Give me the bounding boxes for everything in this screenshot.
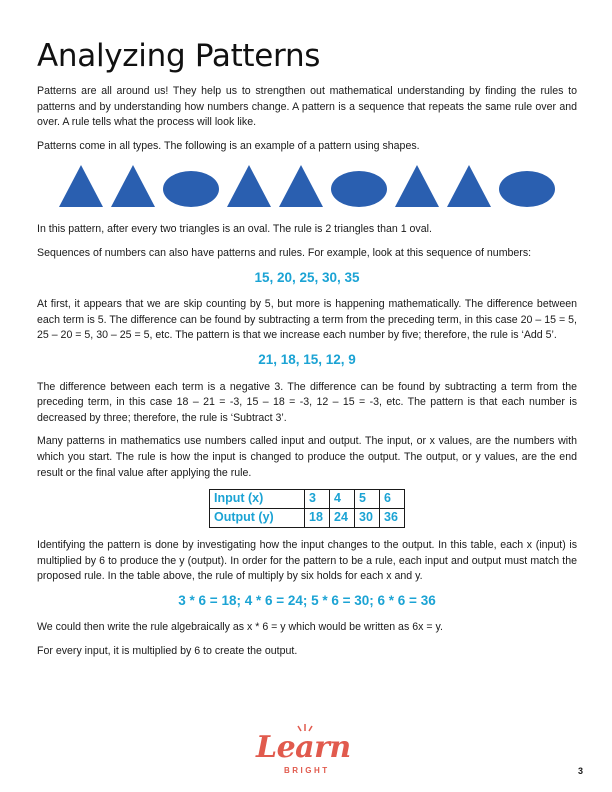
- logo-subtitle: BRIGHT: [284, 766, 330, 775]
- oval-shape: [330, 164, 388, 208]
- input-cell: 6: [380, 490, 405, 509]
- output-cell: 30: [355, 509, 380, 528]
- output-cell: 36: [380, 509, 405, 528]
- sequences-intro-paragraph: Sequences of numbers can also have patterns and rules. For example, look at this sequence of numbers:: [37, 246, 532, 259]
- io-intro-paragraph: Many patterns in mathematics use numbers called input and output. The input, or x values, are the numbers with which you start. The rule is how the input is changed to produce the output. The output, or y values, are the end result or the final value after applying the rule.: [37, 435, 577, 479]
- triangle-shape: [278, 164, 324, 208]
- io-table: [209, 489, 405, 528]
- page-number: 3: [578, 766, 584, 776]
- shape-pattern: [37, 162, 577, 208]
- output-label: Output (y): [210, 509, 305, 528]
- add-explain-paragraph: At first, it appears that we are skip counting by 5, but more is happening mathematically. The difference between each term is 5. The difference can be found by subtracting a term from the preceding term, in this case 20 – 15 = 5, 25 – 20 = 5, 30 – 25 = 5, etc. The pattern is that we increase each number by five; therefore, the rule is ‘Add 5’.: [37, 298, 577, 342]
- triangle-shape-fill: [59, 165, 103, 207]
- triangle-shape: [58, 164, 104, 208]
- add-sequence: 15, 20, 25, 30, 35: [254, 269, 360, 285]
- input-cell: 4: [330, 490, 355, 509]
- oval-shape-fill: [499, 171, 555, 207]
- oval-shape-fill: [163, 171, 219, 207]
- triangle-shape: [394, 164, 440, 208]
- shapes-rule-paragraph: In this pattern, after every two triangles is an oval. The rule is 2 triangles than 1 oval.: [37, 223, 432, 236]
- oval-shape: [162, 164, 220, 208]
- input-cell: 3: [305, 490, 330, 509]
- subtract-explain-paragraph: The difference between each term is a negative 3. The difference can be found by subtracting a term from the preceding term, in this case 18 – 21 = -3, 15 – 18 = -3, 12 – 15 = -3, etc. The pattern is that each number is decreased by three; therefore, the rule is ‘Subtract 3’.: [37, 380, 577, 424]
- closing-paragraph: For every input, it is multiplied by 6 to create the output.: [37, 645, 298, 658]
- input-label: Input (x): [210, 490, 305, 509]
- logo-word: Learn: [256, 730, 351, 765]
- triangle-shape: [110, 164, 156, 208]
- multiply-sequence: 3 * 6 = 18; 4 * 6 = 24; 5 * 6 = 30; 6 * 6 = 36: [178, 592, 436, 608]
- triangle-shape-fill: [395, 165, 439, 207]
- io-table-wrapper: [37, 489, 577, 528]
- output-cell: 18: [305, 509, 330, 528]
- page-title: Analyzing Patterns: [37, 38, 321, 74]
- triangle-shape: [226, 164, 272, 208]
- output-cell: 24: [330, 509, 355, 528]
- shapes-intro-paragraph: Patterns come in all types. The following is an example of a pattern using shapes.: [37, 139, 420, 152]
- triangle-shape-fill: [227, 165, 271, 207]
- table-explain-paragraph: Identifying the pattern is done by investigating how the input changes to the output. In this table, each x (input) is multiplied by 6 to produce the y (output). In order for the pattern to be a rule, each input and output must match the proposed rule. In the table above, the rule of multiply by six holds for each x and y.: [37, 539, 577, 583]
- triangle-shape: [446, 164, 492, 208]
- algebra-paragraph: We could then write the rule algebraically as x * 6 = y which would be written as 6x = y.: [37, 621, 443, 634]
- learn-bright-logo: [248, 728, 360, 784]
- content-body: [37, 84, 577, 668]
- triangle-shape-fill: [279, 165, 323, 207]
- output-row: [210, 509, 405, 528]
- oval-shape: [498, 164, 556, 208]
- input-cell: 5: [355, 490, 380, 509]
- subtract-sequence: 21, 18, 15, 12, 9: [258, 351, 356, 367]
- input-row: [210, 490, 405, 509]
- intro-paragraph: Patterns are all around us! They help us to strengthen out mathematical understanding by finding the rules to patterns and by understanding how numbers change. A pattern is a sequence that repeats the same rule over and over. A rule tells what the process will look like.: [37, 85, 577, 129]
- oval-shape-fill: [331, 171, 387, 207]
- triangle-shape-fill: [111, 165, 155, 207]
- triangle-shape-fill: [447, 165, 491, 207]
